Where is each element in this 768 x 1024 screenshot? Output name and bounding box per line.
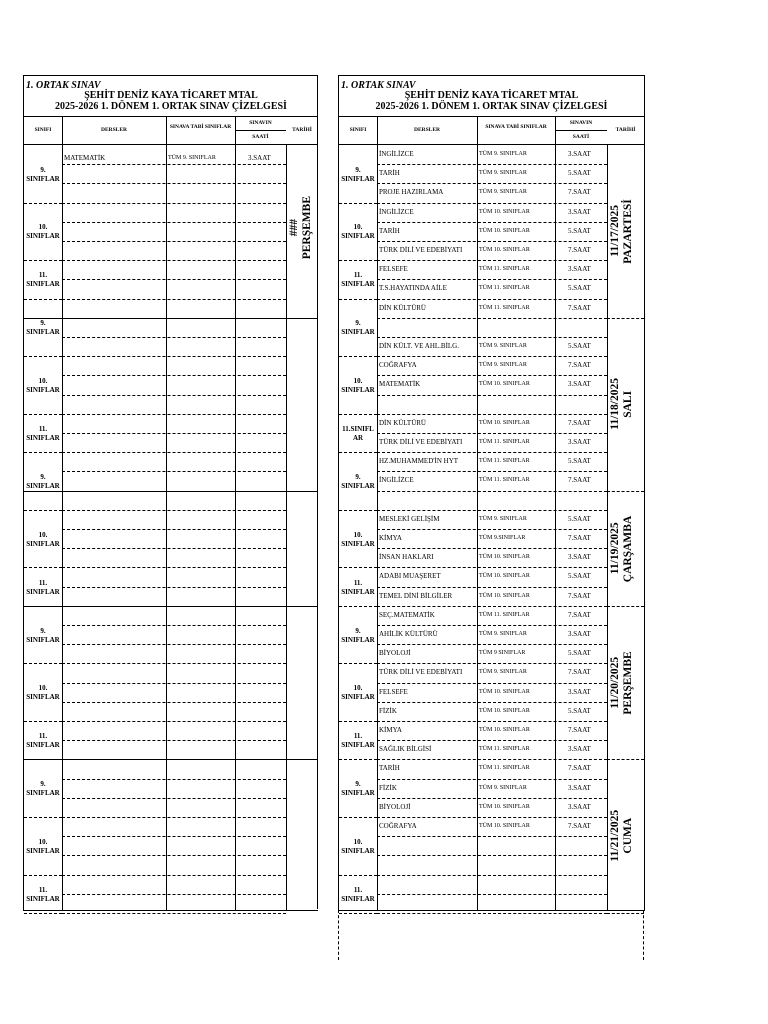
row-line xyxy=(377,375,607,376)
left-header xyxy=(24,76,318,117)
row-line xyxy=(377,491,607,492)
row-line xyxy=(62,587,286,588)
class-line xyxy=(24,299,62,300)
classes-cell: TÜM 10. SINIFLAR xyxy=(479,803,530,810)
classes-cell: TÜM 10. SINIFLAR xyxy=(479,688,530,695)
col-class: SINIFI xyxy=(349,127,367,133)
classes-cell: TÜM 10. SINIFLAR xyxy=(479,208,530,215)
class-label: 9. SINIFLAR xyxy=(341,473,375,490)
time-cell: 3.SAAT xyxy=(568,553,591,562)
lesson-cell: BİYOLOJİ xyxy=(379,649,411,658)
lesson-cell: MATEMATİK xyxy=(379,380,421,389)
row-line xyxy=(377,241,607,242)
row-line xyxy=(377,529,607,530)
day-line xyxy=(24,606,318,607)
class-line xyxy=(24,452,62,453)
time-cell: 3.SAAT xyxy=(568,630,591,638)
day-line xyxy=(607,759,644,760)
time-cell: 7.SAAT xyxy=(568,188,591,197)
left-schedule-panel xyxy=(23,75,318,911)
class-line xyxy=(24,721,62,722)
classes-cell: TÜM 9.SINIFLAR xyxy=(479,535,526,541)
row-line xyxy=(62,375,286,376)
panel-divider xyxy=(317,75,318,909)
class-line xyxy=(339,299,377,300)
lesson-cell: PROJE HAZIRLAMA xyxy=(379,188,444,197)
lesson-cell: FİZİK xyxy=(379,706,397,715)
day-date-box xyxy=(609,501,641,596)
row-line xyxy=(62,471,286,472)
time-cell: 5.SAAT xyxy=(568,226,591,235)
time-cell: 3.SAAT xyxy=(568,687,591,696)
day-date: 11/19/2025 xyxy=(609,522,621,575)
classes-cell: TÜM 9. SINIFLAR xyxy=(479,189,527,196)
row-line xyxy=(62,222,286,223)
time-cell: 3.SAAT xyxy=(568,745,591,754)
class-line xyxy=(339,567,377,568)
time-cell: 7.SAAT xyxy=(568,591,591,600)
day-date-box xyxy=(609,769,641,903)
col-time: SAATİ xyxy=(572,134,590,140)
class-label: 9. SINIFLAR xyxy=(341,319,375,337)
class-label: 10. SINIFLAR xyxy=(26,223,60,241)
time-cell: 3.SAAT xyxy=(568,265,591,274)
time-cell: 5.SAAT xyxy=(568,169,591,178)
lesson-cell: AHİLİK KÜLTÜRÜ xyxy=(379,630,438,638)
day-date-box xyxy=(609,328,641,481)
lesson-cell: İNGİLİZCE xyxy=(379,150,414,158)
row-line xyxy=(377,855,607,856)
col-class: SINIFI xyxy=(34,127,52,133)
col-lessons: DERSLER xyxy=(101,127,127,133)
row-line xyxy=(377,299,607,300)
row-line xyxy=(62,894,286,895)
lesson-cell: DİN KÜLTÜRÜ xyxy=(379,303,426,312)
classes-cell: TÜM 10. SINIFLAR xyxy=(479,727,530,733)
class-label: 9. SINIFLAR xyxy=(26,626,60,644)
time-cell: 5.SAAT xyxy=(568,284,591,293)
day-date-box xyxy=(609,155,641,308)
classes-cell: TÜM 9. SINIFLAR xyxy=(479,343,527,349)
day-name: ÇARŞAMBA xyxy=(622,514,634,582)
classes-cell: TÜM 10. SINIFLAR xyxy=(479,554,530,561)
lesson-cell: T.S.HAYATINDA AİLE xyxy=(379,284,447,293)
day-line xyxy=(24,759,318,760)
row-line xyxy=(377,356,607,357)
class-line xyxy=(339,260,377,261)
classes-cell: TÜM 9. SINIFLAR xyxy=(479,151,527,157)
sheet-edge xyxy=(338,910,643,911)
class-line xyxy=(339,356,377,357)
row-line xyxy=(377,337,607,338)
day-name: PAZARTESİ xyxy=(622,199,634,264)
time-cell: 3.SAAT xyxy=(568,380,591,389)
lesson-cell: KİMYA xyxy=(379,726,402,734)
day-line xyxy=(607,318,644,319)
time-cell: 3.SAAT xyxy=(568,438,591,446)
row-line xyxy=(377,318,607,319)
row-line xyxy=(62,836,286,837)
class-label: 11.SINIFL AR xyxy=(342,425,374,442)
day-line xyxy=(607,913,644,914)
class-label: 10. SINIFLAR xyxy=(341,684,375,702)
row-line xyxy=(62,356,286,357)
col-exam-of: SINAVIN xyxy=(249,120,272,126)
time-cell: 7.SAAT xyxy=(568,418,591,427)
lesson-cell: DİN KÜLTÜRÜ xyxy=(379,418,426,427)
time-cell: 3.SAAT xyxy=(568,783,591,792)
time-cell: 5.SAAT xyxy=(568,457,591,466)
class-label: 10. SINIFLAR xyxy=(341,837,375,855)
class-line xyxy=(339,913,377,914)
class-label: 11. SINIFLAR xyxy=(26,732,60,750)
divider xyxy=(235,116,236,910)
classes-cell: TÜM 11. SINIFLAR xyxy=(479,477,530,484)
time-cell: 7.SAAT xyxy=(568,726,591,734)
class-line xyxy=(24,817,62,818)
row-line xyxy=(62,452,286,453)
lesson-cell: MATEMATİK xyxy=(64,154,106,162)
row-line xyxy=(377,702,607,703)
row-line xyxy=(62,779,286,780)
time-cell: 7.SAAT xyxy=(568,303,591,312)
time-cell: 5.SAAT xyxy=(568,649,591,658)
time-cell: 3.SAAT xyxy=(568,802,591,811)
time-cell: 7.SAAT xyxy=(568,764,591,773)
row-line xyxy=(62,260,286,261)
day-date: 11/21/2025 xyxy=(609,810,621,863)
term-title: 2025-2026 1. DÖNEM 1. ORTAK SINAV ÇİZELGESİ xyxy=(55,101,287,112)
day-date: 11/17/2025 xyxy=(609,205,621,258)
class-line xyxy=(339,817,377,818)
row-line xyxy=(377,183,607,184)
sheet-edge xyxy=(643,910,644,960)
lesson-cell: FELSEFE xyxy=(379,687,408,696)
lesson-cell: ADABI MUAŞERET xyxy=(379,572,441,581)
row-line xyxy=(377,875,607,876)
classes-cell: TÜM 10. SINIFLAR xyxy=(479,419,530,426)
classes-cell: TÜM 9. SINIFLAR xyxy=(168,155,216,161)
classes-cell: TÜM 10. SINIFLAR xyxy=(479,823,530,829)
classes-cell: TÜM 11. SINIFLAR xyxy=(479,304,530,311)
class-label: 11. SINIFLAR xyxy=(341,578,375,596)
day-name: SALI xyxy=(622,390,634,418)
exam-title: 1. ORTAK SINAV xyxy=(341,80,416,91)
sheet-edge xyxy=(338,910,339,960)
class-line xyxy=(24,260,62,261)
lesson-cell: TARİH xyxy=(379,226,400,235)
classes-cell: TÜM 9. SINIFLAR xyxy=(479,631,527,637)
class-line xyxy=(339,759,377,760)
row-line xyxy=(62,548,286,549)
col-date: TARİHİ xyxy=(292,127,312,133)
class-line xyxy=(339,414,377,415)
class-line xyxy=(339,663,377,664)
row-line xyxy=(62,740,286,741)
classes-cell: TÜM 11. SINIFLAR xyxy=(479,266,530,273)
lesson-cell: İNSAN HAKLARI xyxy=(379,553,434,562)
class-line xyxy=(24,875,62,876)
left-date: ### xyxy=(288,219,300,237)
lesson-cell: COĞRAFYA xyxy=(379,822,417,830)
class-line xyxy=(24,510,62,511)
classes-cell: TÜM 10. SINIFLAR xyxy=(479,381,530,388)
day-line xyxy=(607,606,644,607)
time-cell: 7.SAAT xyxy=(568,361,591,370)
day-line xyxy=(24,318,318,319)
classes-cell: TÜM 9 SINIFLAR xyxy=(479,650,526,657)
lesson-cell: DİN KÜLT. VE AHL.BİLG. xyxy=(379,342,459,350)
col-lessons: DERSLER xyxy=(414,127,440,133)
row-line xyxy=(62,529,286,530)
right-schedule-panel xyxy=(338,75,645,911)
time-cell: 5.SAAT xyxy=(568,572,591,581)
classes-cell: TÜM 10. SINIFLAR xyxy=(479,227,530,234)
divider xyxy=(555,130,607,131)
lesson-cell: TEMEL DİNİ BİLGİLER xyxy=(379,591,453,600)
lesson-cell: TÜRK DİLİ VE EDEBİYATI xyxy=(379,668,463,677)
row-line xyxy=(377,779,607,780)
class-label: 11. SINIFLAR xyxy=(26,271,60,289)
row-line xyxy=(62,203,286,204)
time-cell: 3.SAAT xyxy=(568,207,591,216)
class-label: 10. SINIFLAR xyxy=(26,530,60,548)
col-time: SAATİ xyxy=(252,134,269,140)
class-label: 9. SINIFLAR xyxy=(341,626,375,644)
row-line xyxy=(377,817,607,818)
class-line xyxy=(339,452,377,453)
class-line xyxy=(24,567,62,568)
class-label: 9. SINIFLAR xyxy=(26,780,60,798)
day-line xyxy=(24,491,318,492)
class-line xyxy=(339,875,377,876)
classes-cell: TÜM 10. SINIFLAR xyxy=(479,247,530,253)
row-line xyxy=(62,702,286,703)
time-cell: 3.SAAT xyxy=(568,150,591,158)
col-date: TARİHİ xyxy=(615,127,636,133)
row-line xyxy=(377,836,607,837)
row-line xyxy=(377,548,607,549)
col-subject-to: SINAVA TABİ SINIFLAR xyxy=(169,124,232,130)
lesson-cell: TÜRK DİLİ VE EDEBİYATI xyxy=(379,438,463,446)
row-line xyxy=(377,471,607,472)
time-cell: 7.SAAT xyxy=(568,534,591,542)
col-subject-to: SINAVA TABİ SINIFLAR xyxy=(485,124,547,130)
classes-cell: TÜM 9. SINIFLAR xyxy=(479,362,527,369)
lesson-cell: BİYOLOJİ xyxy=(379,802,411,811)
row-line xyxy=(377,567,607,568)
term-title: 2025-2026 1. DÖNEM 1. ORTAK SINAV ÇİZELGESİ xyxy=(375,101,608,112)
row-line xyxy=(62,433,286,434)
day-date: 11/18/2025 xyxy=(609,378,621,431)
class-label: 9. SINIFLAR xyxy=(341,780,375,798)
row-line xyxy=(62,817,286,818)
classes-cell: TÜM 9. SINIFLAR xyxy=(479,170,527,177)
classes-cell: TÜM 9. SINIFLAR xyxy=(479,515,527,522)
row-line xyxy=(62,395,286,396)
class-line xyxy=(24,414,62,415)
exam-title: 1. ORTAK SINAV xyxy=(26,80,101,91)
divider xyxy=(235,130,286,131)
row-line xyxy=(62,644,286,645)
row-line xyxy=(62,721,286,722)
time-cell: 5.SAAT xyxy=(568,514,591,523)
divider xyxy=(62,116,63,910)
divider xyxy=(166,116,167,910)
day-name: CUMA xyxy=(622,818,634,855)
class-line xyxy=(339,203,377,204)
time-cell: 7.SAAT xyxy=(568,822,591,830)
time-cell: 7.SAAT xyxy=(568,610,591,619)
classes-cell: TÜM 11. SINIFLAR xyxy=(479,285,530,292)
classes-cell: TÜM 10. SINIFLAR xyxy=(479,592,530,599)
lesson-cell: MESLEKİ GELİŞİM xyxy=(379,514,440,523)
class-line xyxy=(339,510,377,511)
day-date-box xyxy=(609,616,641,750)
class-label: 10. SINIFLAR xyxy=(26,684,60,702)
row-line xyxy=(377,798,607,799)
class-line xyxy=(339,721,377,722)
class-line xyxy=(24,203,62,204)
lesson-cell: COĞRAFYA xyxy=(379,361,417,370)
classes-cell: TÜM 10. SINIFLAR xyxy=(479,573,530,580)
row-line xyxy=(377,203,607,204)
row-line xyxy=(377,414,607,415)
classes-cell: TÜM 11. SINIFLAR xyxy=(479,765,530,772)
lesson-cell: TÜRK DİLİ VE EDEBİYATI xyxy=(379,246,463,254)
row-line xyxy=(377,663,607,664)
row-line xyxy=(377,587,607,588)
row-line xyxy=(377,164,607,165)
row-line xyxy=(62,164,286,165)
right-header xyxy=(339,76,644,117)
lesson-cell: TARİH xyxy=(379,169,400,178)
row-line xyxy=(377,740,607,741)
col-exam-of: SINAVIN xyxy=(569,120,593,126)
row-line xyxy=(62,241,286,242)
row-line xyxy=(62,337,286,338)
left-day: PERŞEMBE xyxy=(301,196,313,260)
class-label: 11. SINIFLAR xyxy=(341,271,375,289)
lesson-cell: SAĞLIK BİLGİSİ xyxy=(379,745,432,754)
school-name: ŞEHİT DENİZ KAYA TİCARET MTAL xyxy=(404,90,579,101)
class-label: 10. SINIFLAR xyxy=(26,837,60,855)
class-label: 11. SINIFLAR xyxy=(26,885,60,903)
lesson-cell: TARİH xyxy=(379,764,400,773)
row-line xyxy=(377,625,607,626)
row-line xyxy=(377,433,607,434)
classes-cell: TÜM 11. SINIFLAR xyxy=(479,458,530,465)
day-date: 11/20/2025 xyxy=(609,656,621,709)
class-label: 11. SINIFLAR xyxy=(341,732,375,750)
class-label: 11. SINIFLAR xyxy=(341,885,375,903)
row-line xyxy=(62,299,286,300)
row-line xyxy=(377,721,607,722)
time-cell: 7.SAAT xyxy=(568,476,591,485)
row-line xyxy=(62,510,286,511)
class-label: 9. SINIFLAR xyxy=(26,165,60,183)
class-line xyxy=(24,913,62,914)
classes-cell: TÜM 9. SINIFLAR xyxy=(479,669,527,676)
classes-cell: TÜM 10. SINIFLAR xyxy=(479,707,530,714)
row-line xyxy=(62,414,286,415)
class-label: 11. SINIFLAR xyxy=(26,425,60,442)
lesson-cell: FİZİK xyxy=(379,783,397,792)
left-date-box xyxy=(288,196,316,259)
day-name: PERŞEMBE xyxy=(622,650,634,715)
class-label: 9. SINIFLAR xyxy=(341,165,375,183)
lesson-cell: HZ.MUHAMMED'İN HYT xyxy=(379,457,459,466)
divider xyxy=(377,116,378,910)
classes-cell: TÜM 9. SINIFLAR xyxy=(479,784,527,791)
lesson-cell: FELSEFE xyxy=(379,265,408,274)
row-line xyxy=(62,279,286,280)
divider xyxy=(477,116,478,910)
row-line xyxy=(377,644,607,645)
class-label: 10. SINIFLAR xyxy=(341,377,375,394)
row-line xyxy=(377,894,607,895)
time-cell: 3.SAAT xyxy=(248,154,271,162)
row-line xyxy=(377,759,607,760)
row-line xyxy=(377,510,607,511)
row-line xyxy=(62,855,286,856)
divider xyxy=(555,116,556,910)
row-line xyxy=(62,683,286,684)
row-line xyxy=(62,183,286,184)
lesson-cell: SEÇ.MATEMATİK xyxy=(379,610,435,619)
row-line xyxy=(377,260,607,261)
divider xyxy=(286,144,287,910)
class-line xyxy=(24,663,62,664)
row-line xyxy=(62,567,286,568)
lesson-cell: KİMYA xyxy=(379,534,402,542)
row-line xyxy=(62,913,286,914)
time-cell: 5.SAAT xyxy=(568,342,591,350)
row-line xyxy=(62,625,286,626)
class-label: 10. SINIFLAR xyxy=(341,223,375,241)
class-label: 11. SINIFLAR xyxy=(26,578,60,596)
time-cell: 7.SAAT xyxy=(568,246,591,254)
row-line xyxy=(377,395,607,396)
row-line xyxy=(62,798,286,799)
classes-cell: TÜM 11. SINIFLAR xyxy=(479,611,530,618)
row-line xyxy=(377,222,607,223)
lesson-cell: İNGİLİZCE xyxy=(379,476,414,485)
day-line xyxy=(607,491,644,492)
school-name: ŞEHİT DENİZ KAYA TİCARET MTAL xyxy=(84,90,258,101)
divider xyxy=(607,144,608,910)
row-line xyxy=(377,913,607,914)
lesson-cell: İNGİLİZCE xyxy=(379,207,414,216)
row-line xyxy=(377,452,607,453)
row-line xyxy=(377,683,607,684)
class-label: 9. SINIFLAR xyxy=(26,319,60,337)
class-label: 10. SINIFLAR xyxy=(26,377,60,394)
row-line xyxy=(377,606,607,607)
time-cell: 5.SAAT xyxy=(568,706,591,715)
class-line xyxy=(339,606,377,607)
class-label: 10. SINIFLAR xyxy=(341,530,375,548)
class-line xyxy=(24,356,62,357)
classes-cell: TÜM 11. SINIFLAR xyxy=(479,439,530,445)
row-line xyxy=(377,279,607,280)
time-cell: 7.SAAT xyxy=(568,668,591,677)
class-label: 9. SINIFLAR xyxy=(26,473,60,490)
row-line xyxy=(62,875,286,876)
classes-cell: TÜM 11. SINIFLAR xyxy=(479,746,530,753)
row-line xyxy=(62,663,286,664)
